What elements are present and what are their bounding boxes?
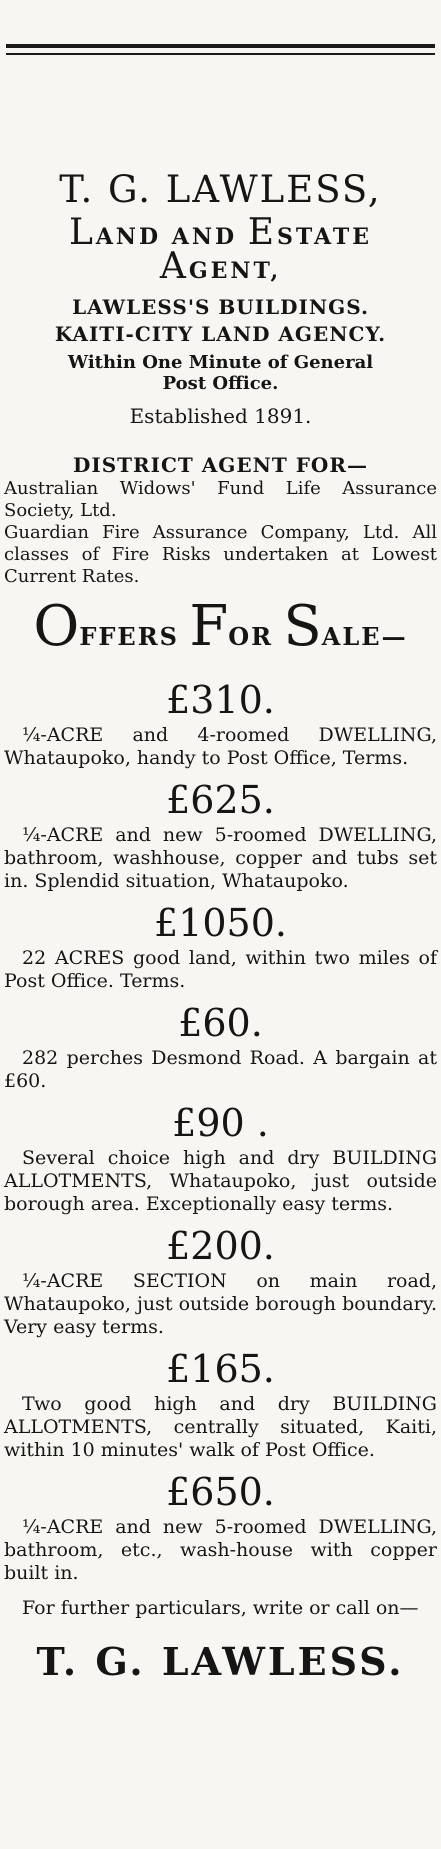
advertiser-role: LAND AND ESTATE AGENT, xyxy=(68,212,373,287)
listing-description: 282 perches Desmond Road. A bargain at £60. xyxy=(4,1047,437,1092)
listing-price: £310. xyxy=(166,678,275,722)
listing-description: Two good high and dry BUILDING ALLOTMENTS, centrally situated, Kaiti, within 10 minutes' walk of Post Office. xyxy=(4,1393,437,1461)
listing-price: £650. xyxy=(166,1470,275,1514)
offers-heading: OFFERS FOR SALE— xyxy=(33,594,408,659)
company-guardian-fire: Guardian Fire Assurance Company, Ltd. All classes of Fire Risks undertaken at Lowest Current Rates. xyxy=(4,522,437,587)
listing-description: ¼-ACRE and new 5-roomed DWELLING, bathroom, washhouse, copper and tubs set in. Splendid situation, Whataupoko. xyxy=(4,824,437,892)
listing-description: Several choice high and dry BUILDING ALLOTMENTS, Whataupoko, just outside borough area. Exceptionally easy terms. xyxy=(4,1147,437,1215)
listing-price: £625. xyxy=(166,778,275,822)
listing-description: ¼-ACRE and 4-roomed DWELLING, Whataupoko, handy to Post Office, Terms. xyxy=(4,724,437,769)
ad-body xyxy=(0,168,441,1686)
company-widows-fund: Australian Widows' Fund Life Assurance Society, Ltd. xyxy=(4,478,437,521)
top-rule-thick xyxy=(6,44,435,48)
listing-price: £200. xyxy=(166,1224,275,1268)
location-line: Within One Minute of General Post Office. xyxy=(67,352,374,394)
contact-line: For further particulars, write or call on— xyxy=(22,1597,419,1619)
established-line: Established 1891. xyxy=(129,404,312,428)
listing-description: 22 ACRES good land, within two miles of Post Office. Terms. xyxy=(4,947,437,992)
listing-price: £60. xyxy=(178,1001,263,1045)
listing-description: ¼-ACRE SECTION on main road, Whataupoko, just outside borough boundary. Very easy terms. xyxy=(4,1270,437,1338)
listing-description: ¼-ACRE and new 5-roomed DWELLING, bathroom, etc., wash-house with copper built in. xyxy=(4,1516,437,1584)
listing-price: £90 . xyxy=(172,1101,269,1145)
advertiser-name: T. G. LAWLESS, xyxy=(59,168,382,211)
top-rule-thin xyxy=(6,53,435,55)
buildings-line: LAWLESS'S BUILDINGS. xyxy=(72,295,369,319)
listing-price: £1050. xyxy=(154,901,287,945)
agency-line: KAITI-CITY LAND AGENCY. xyxy=(54,322,387,346)
footer-advertiser-name: T. G. LAWLESS. xyxy=(36,1639,405,1684)
listing-price: £165. xyxy=(166,1347,275,1391)
district-agent-heading: DISTRICT AGENT FOR— xyxy=(73,453,368,477)
